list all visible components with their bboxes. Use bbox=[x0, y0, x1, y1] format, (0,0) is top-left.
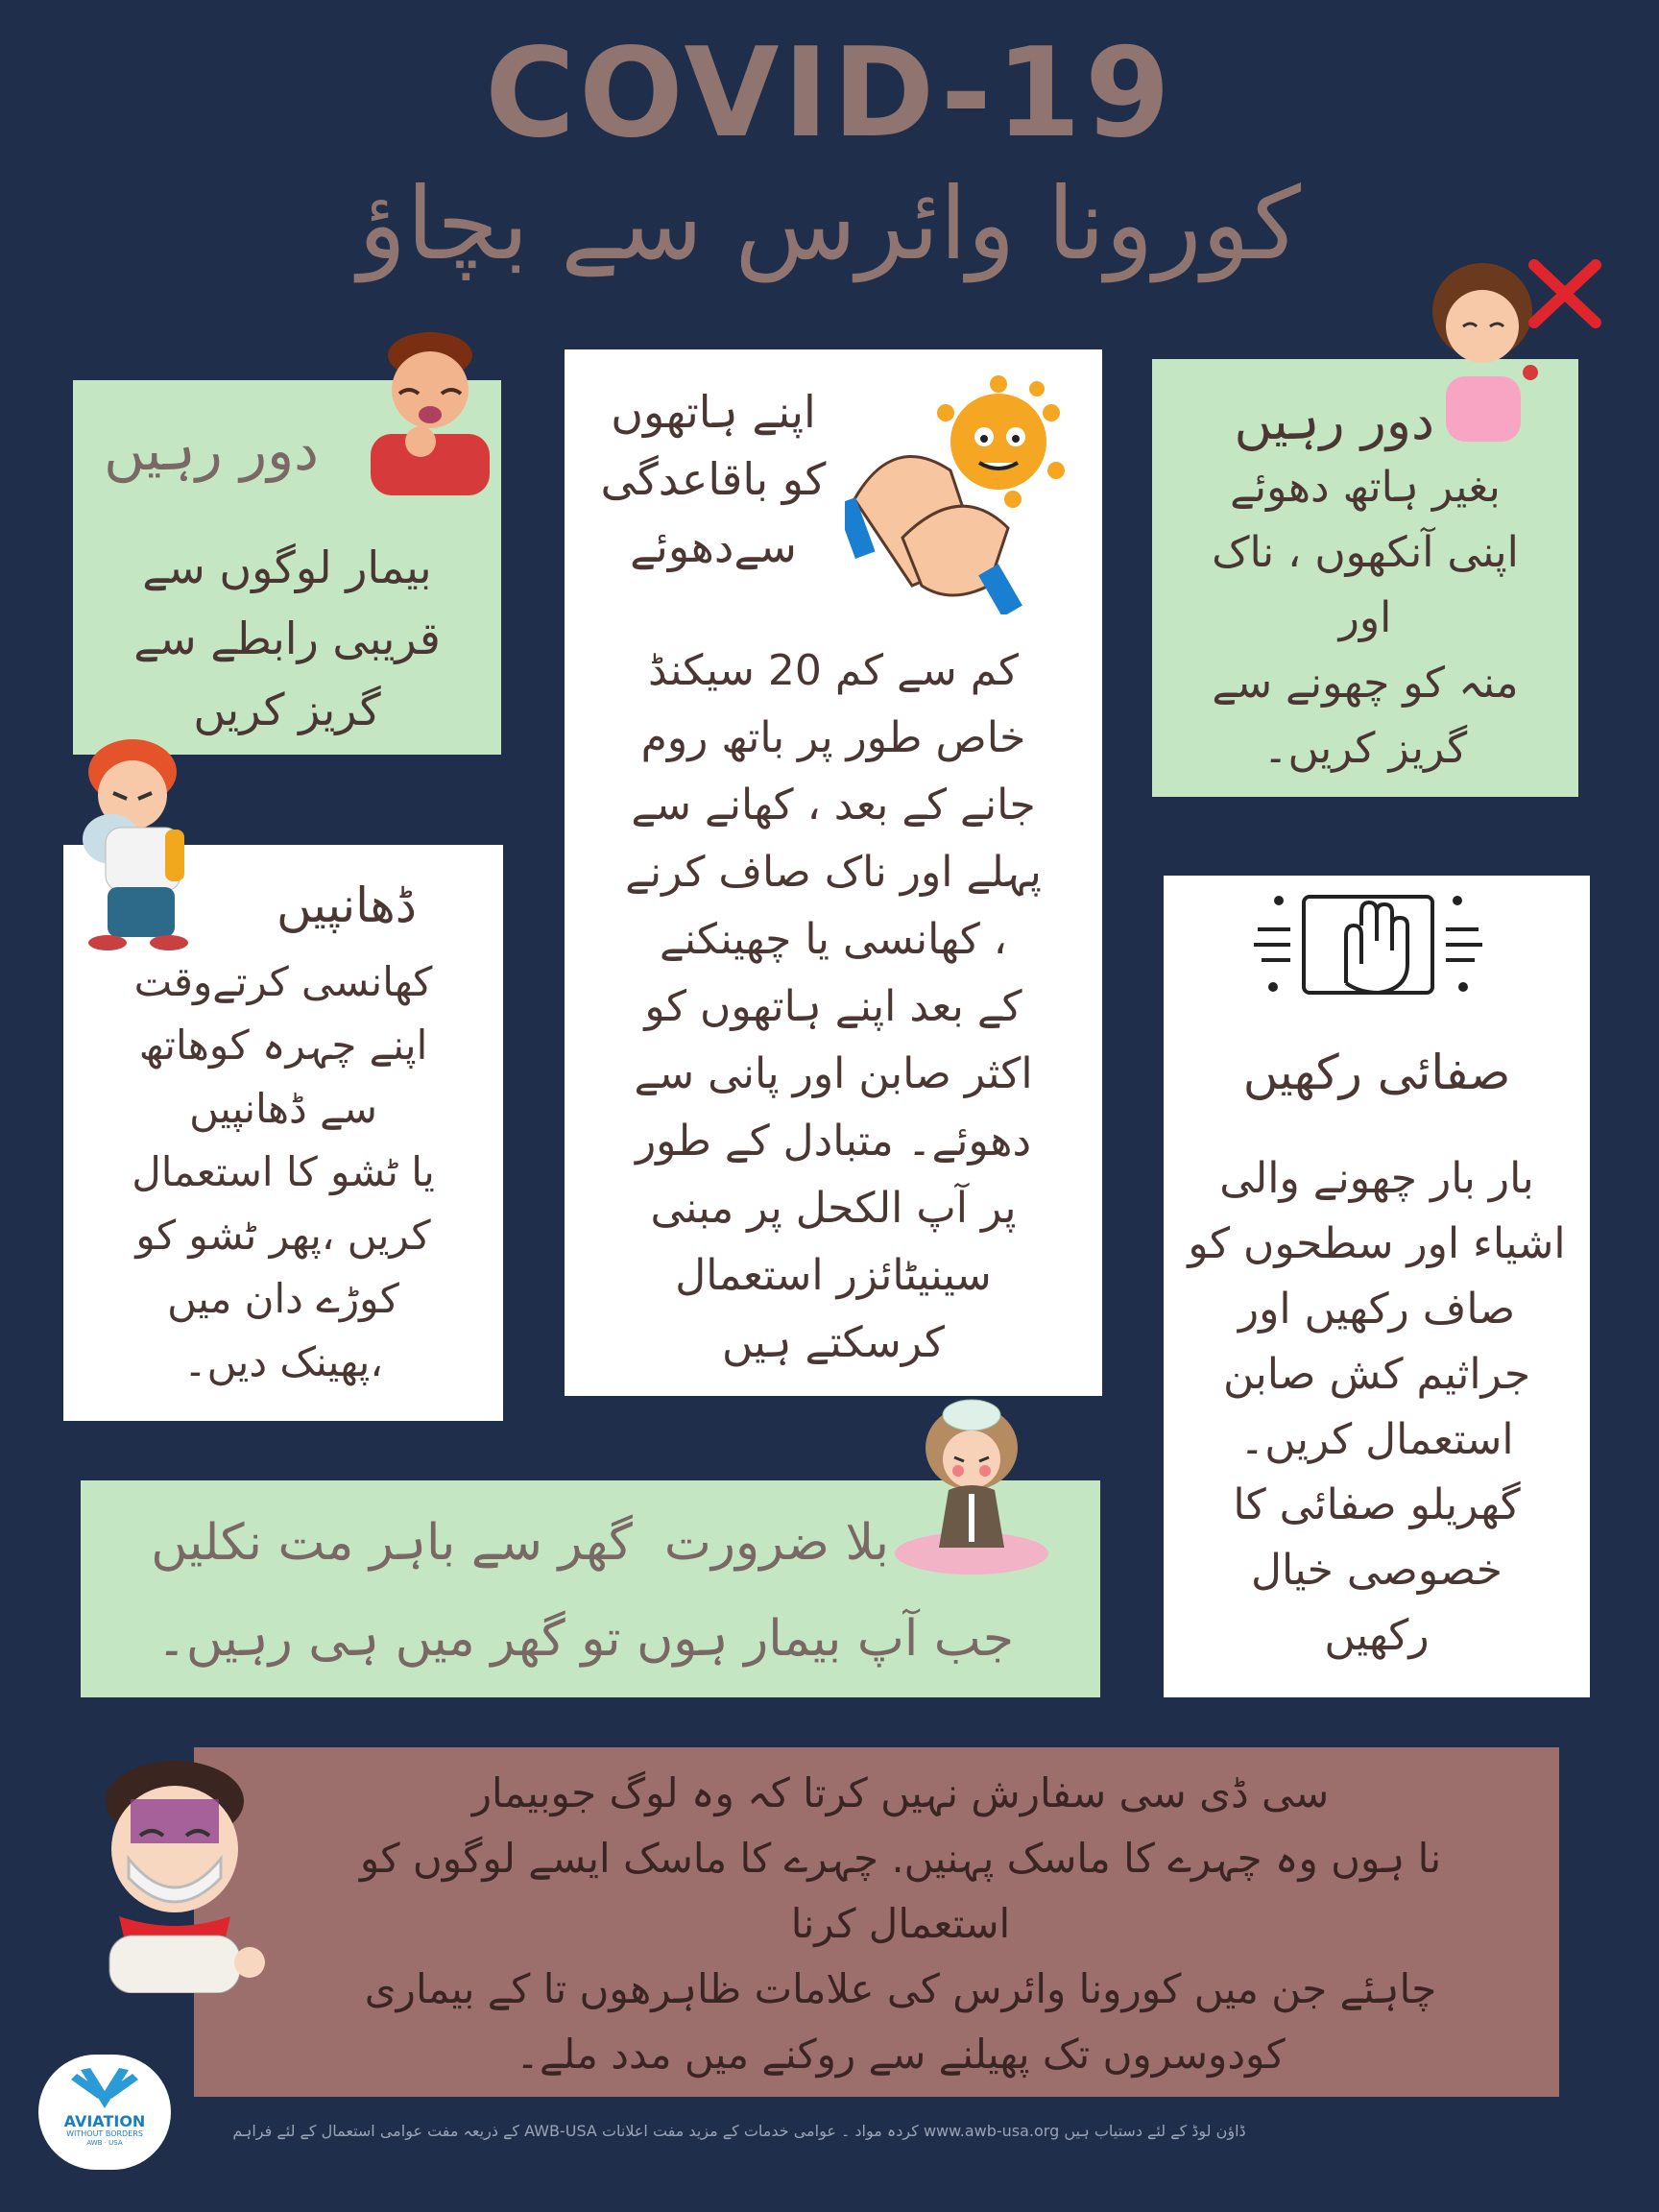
card-body: بغیر ہاتھ دھوئے اپنی آنکھوں ، ناک اور منہ کو چھونے سے گریز کریں۔ bbox=[1212, 463, 1519, 773]
wings-icon bbox=[61, 2060, 148, 2110]
logo-line-2: WITHOUT BORDERS bbox=[66, 2129, 143, 2138]
sneezing-child-icon bbox=[73, 733, 198, 950]
page-title-english: COVID-19 bbox=[485, 22, 1174, 165]
page-title-urdu: کورونا وائرس سے بچاؤ bbox=[358, 165, 1301, 282]
card-body: سی ڈی سی سفارش نہیں کرتا کہ وہ لوگ جوبیمار نا ہوں وہ چہرے کا ماسک پہنیں. چہرے کا ماسک ایسے لوگوں کو استعمال کرنا چاہئے جن میں کورونا وائرس کی علامات ظاہرھوں تا کے بیماری کودوسروں تک پھیلنے سے روکنے میں مدد ملے۔ bbox=[359, 1769, 1442, 2078]
stay-home-line-2: جب آپ بیمار ہوں تو گھر میں ہی رہیں۔ bbox=[156, 1610, 1014, 1668]
card-body: کھانسی کرتےوقت اپنے چہرہ کوھاتھ سے ڈھانپیں یا ٹشو کا استعمال کریں ،پھر ٹشو کو کوڑے دان میں ،پھینک دیں۔ bbox=[132, 958, 435, 1385]
card-heading: صفائی رکھیں bbox=[1242, 1045, 1511, 1100]
cleaning-hand-icon bbox=[1250, 887, 1486, 1004]
card-mask bbox=[194, 1747, 1559, 2097]
logo-line-3: AWB · USA bbox=[86, 2139, 123, 2147]
card-body: بار بار چھونے والی اشیاء اور سطحوں کو صاف رکھیں اور جراثیم کش صابن استعمال کریں۔ گھریلو صفائی کا خصوصی خیال رکھیں bbox=[1188, 1154, 1566, 1660]
masked-person-icon bbox=[81, 1753, 269, 1993]
card-body: کم سے کم 20 سیکنڈ خاص طور پر باتھ روم جانے کے بعد ، کھانے سے پہلے اور ناک صاف کرنے ، کھانسی یا چھینکنے کے بعد اپنے ہاتھوں کو اکثر صابن اور پانی سے دھوئے۔ متبادل کے طور پر آپ الکحل پر مبنی سینیٹائزر استعمال کرسکتے ہیں bbox=[625, 646, 1042, 1367]
stay-home-line-1: بلا ضرورت گھر سے باہر مت نکلیں bbox=[151, 1514, 889, 1572]
coughing-person-icon bbox=[363, 326, 497, 495]
card-heading: ڈھانپیں bbox=[276, 878, 417, 933]
footer-credit: ڈاؤن لوڈ کے لئے دستیاب ہیں www.awb-usa.org کردہ مواد ۔ عوامی خدمات کے مزید مفت اعلانات AWB-USA کے ذریعہ مفت عوامی استعمال کے لئے فراہم bbox=[232, 2122, 1246, 2140]
card-body: بیمار لوگوں سے قریبی رابطے سے گریز کریں bbox=[133, 541, 441, 735]
hand-washing-icon bbox=[845, 374, 1075, 614]
card-heading: اپنے ہاتھوں کو باقاعدگی سےدھوئے bbox=[600, 386, 827, 572]
logo-line-1: AVIATION bbox=[63, 2112, 146, 2130]
awb-logo bbox=[38, 2055, 171, 2170]
card-heading: دور رہیں bbox=[104, 418, 319, 483]
red-x-icon bbox=[1527, 257, 1603, 330]
card-heading: دور رہیں bbox=[1234, 391, 1434, 451]
sick-girl-icon bbox=[891, 1394, 1052, 1576]
